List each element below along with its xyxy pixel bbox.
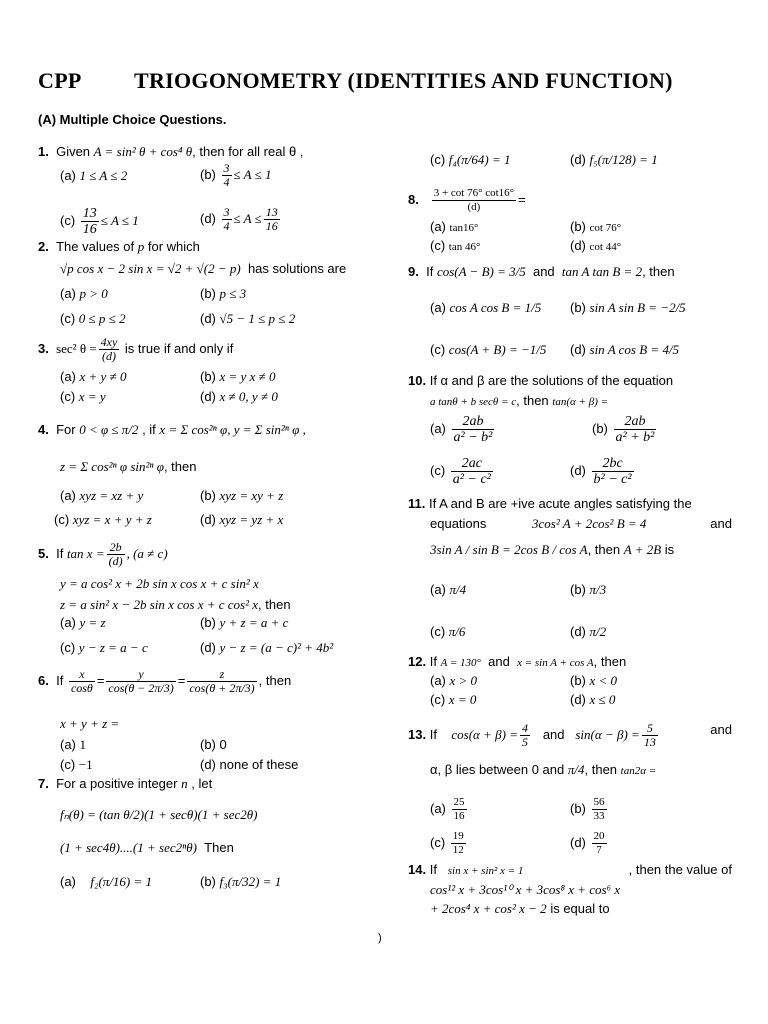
q6-option-d: (d) none of these <box>200 757 299 772</box>
q2-option-a: (a) p > 0 <box>60 286 108 301</box>
q9-option-a: (a) cos A cos B = 1/5 <box>430 300 542 315</box>
q3-stem: 3. sec² θ = $\frac{4xy}{(d)}$ is true if and only if <box>38 335 234 363</box>
q3-number: 3. <box>38 340 49 356</box>
section-heading: (A) Multiple Choice Questions. <box>38 112 227 127</box>
q8-option-b: (b) cot 76° <box>570 219 622 234</box>
q9-stem: 9. If cos(A − B) = 3/5 and tan A tan B = 2, then <box>408 264 675 279</box>
q4-z-line: z = Σ cos²ⁿ φ sin²ⁿ φ, then <box>60 459 197 474</box>
q11-equations: equations 3cos² A + 2cos² B = 4 and <box>430 516 732 531</box>
q13-option-c: (c) $\frac{19}{12}$ <box>430 830 464 856</box>
q9-option-b: (b) sin A sin B = −2/5 <box>570 300 686 315</box>
q9-number: 9. <box>408 264 419 279</box>
q1-option-b: (b) $\frac{3}{4}$ ≤ A ≤ 1 <box>200 161 272 189</box>
q11-stem: 11. If A and B are +ive acute angles satisfying the <box>408 496 692 511</box>
q1-tail: , then for all real θ , <box>192 144 304 159</box>
title-text: TRIOGONOMETRY (IDENTITIES AND FUNCTION) <box>134 68 673 93</box>
q1-option-a: (a) 1 ≤ A ≤ 2 <box>60 168 128 183</box>
q4-option-a: (a) xyz = xz + y <box>60 488 144 503</box>
q10-option-c: (c) $\frac{2ac}{\text{a² − c²}}$ <box>430 456 491 487</box>
q14-expression-1: cos¹² x + 3cos¹⁰ x + 3cos⁸ x + cos⁶ x <box>430 882 621 897</box>
q11-condition: 3sin A / sin B = 2cos B / cos A, then A + 2B is <box>430 542 675 557</box>
q8-option-d: (d) cot 44° <box>570 238 622 253</box>
q8-option-a: (a) tan16° <box>430 219 479 234</box>
q3-option-b: (b) x = y x ≠ 0 <box>200 369 276 384</box>
q4-option-c: (c) xyz = x + y + z <box>54 512 152 527</box>
q5-y-line: y = a cos² x + 2b sin x cos x + c sin² x <box>60 576 259 591</box>
q1-stem <box>38 144 303 160</box>
q2-equation: √p cos x − 2 sin x = √2 + √(2 − p) has solutions are <box>60 261 347 276</box>
q6-option-b: (b) 0 <box>200 737 227 752</box>
q8-stem: 8. $\frac{3 + \cot 76^\circ \cot 16^\circ}{(d)}$ = <box>408 187 526 213</box>
document-title <box>38 68 673 94</box>
q5-option-c: (c) y − z = a − c <box>60 640 148 655</box>
q10-stem: 10. If α and β are the solutions of the equation <box>408 373 674 388</box>
q5-stem: 5. If tan x = $\frac{2b}{(d)}$ , (a ≠ c) <box>38 540 168 568</box>
q13-option-d: (d) $\frac{20}{7}$ <box>570 830 605 856</box>
q5-option-b: (b) y + z = a + c <box>200 615 289 630</box>
q5-option-d: (d) y − z = (a − c)² + 4b² <box>200 640 334 655</box>
q6-option-a: (a) 1 <box>60 737 87 752</box>
q7-option-a: (a) f₂(π/16) = 1 <box>60 874 153 889</box>
q12-stem: 12. If A = 130° and x = sin A + cos A, then <box>408 654 627 669</box>
q8-option-c: (c) tan 46° <box>430 238 481 253</box>
q8-number: 8. <box>408 191 419 207</box>
q14-number: 14. <box>408 862 427 877</box>
q11-option-a: (a) π/4 <box>430 582 467 597</box>
title-cpp: CPP <box>38 68 82 93</box>
q6-option-c: (c) −1 <box>60 757 93 772</box>
q12-number: 12. <box>408 654 427 669</box>
q10-number: 10. <box>408 373 427 388</box>
q12-option-b: (b) x < 0 <box>570 673 618 688</box>
q12-option-d: (d) x ≤ 0 <box>570 692 616 707</box>
q14-expression-2: + 2cos⁴ x + cos² x − 2 is equal to <box>430 901 610 916</box>
q6-stem: 6. If $\frac{x}{\cos\theta}$ = $\frac{y}{\cos(\theta - 2\pi/3)}$ = $\frac{z}{\cos(\theta + 2\pi/3)}$ , then <box>38 667 292 695</box>
q2-number: 2. <box>38 239 49 254</box>
q7-number: 7. <box>38 776 49 791</box>
q10-equation: a tanθ + b secθ = c, then tan(α + β) = <box>430 393 609 408</box>
q2-stem: 2. The values of p for which <box>38 239 200 254</box>
q1-expr: A = sin² θ + cos⁴ θ <box>93 144 193 159</box>
q14-stem: 14. If sin x + sin² x = 1 , then the value of <box>408 862 732 877</box>
q7-option-d: (d) f₅(π/128) = 1 <box>570 152 658 167</box>
q10-option-b: (b) $\frac{2ab}{\text{a² + b²}}$ <box>592 414 655 445</box>
q4-option-b: (b) xyz = xy + z <box>200 488 284 503</box>
q3-option-c: (c) x = y <box>60 389 106 404</box>
q3-option-d: (d) x ≠ 0, y ≠ 0 <box>200 389 278 404</box>
q13-stem: 13. If cos(α + β) = $\frac{4}{5}$ and sin(α − β) = $\frac{5}{13}$ and <box>408 721 732 749</box>
q7-option-c: (c) f₄(π/64) = 1 <box>430 152 511 167</box>
q1-option-d: (d) $\frac{3}{4}$ ≤ A ≤ $\frac{13}{16}$ <box>200 205 278 233</box>
q11-number: 11. <box>408 496 426 511</box>
q7-definition-1: fₙ(θ) = (tan θ/2)(1 + secθ)(1 + sec2θ) <box>60 807 258 822</box>
q1-number: 1. <box>38 144 49 159</box>
q2-option-c: (c) 0 ≤ p ≤ 2 <box>60 311 126 326</box>
q2-option-d: (d) √5 − 1 ≤ p ≤ 2 <box>200 311 296 326</box>
q13-option-a: (a) $\frac{25}{16}$ <box>430 796 465 822</box>
q1-option-c: (c) $\frac{13}{16}$ ≤ A ≤ 1 <box>60 206 139 237</box>
q6-sum: x + y + z = <box>60 716 120 731</box>
q11-option-b: (b) π/3 <box>570 582 607 597</box>
q5-option-a: (a) y = z <box>60 615 106 630</box>
q11-option-c: (c) π/6 <box>430 624 466 639</box>
q2-option-b: (b) p ≤ 3 <box>200 286 247 301</box>
q7-option-b: (b) f₃(π/32) = 1 <box>200 874 282 889</box>
q4-number: 4. <box>38 422 49 437</box>
q11-option-d: (d) π/2 <box>570 624 607 639</box>
q9-option-d: (d) sin A cos B = 4/5 <box>570 342 680 357</box>
q4-option-d: (d) xyz = yz + x <box>200 512 284 527</box>
q4-stem: 4. For 0 < φ ≤ π/2 , if x = Σ cos²ⁿ φ, y = Σ sin²ⁿ φ , <box>38 422 306 437</box>
q7-definition-2: (1 + sec4θ)....(1 + sec2ⁿθ) Then <box>60 840 234 855</box>
q7-stem: 7. For a positive integer n , let <box>38 776 213 791</box>
q1-text: Given <box>56 144 91 159</box>
q12-option-c: (c) x = 0 <box>430 692 477 707</box>
q9-option-c: (c) cos(A + B) = −1/5 <box>430 342 547 357</box>
q5-number: 5. <box>38 545 49 561</box>
q13-option-b: (b) $\frac{56}{33}$ <box>570 796 605 822</box>
q6-number: 6. <box>38 672 49 688</box>
q13-number: 13. <box>408 726 427 742</box>
q13-condition: α, β lies between 0 and π/4, then tan2α = <box>430 762 657 777</box>
q10-option-d: (d) $\frac{2bc}{\text{b² − c²}}$ <box>570 456 632 487</box>
page-mark: ) <box>378 932 382 944</box>
q12-option-a: (a) x > 0 <box>430 673 478 688</box>
q10-option-a: (a) $\frac{2ab}{\text{a² − b²}}$ <box>430 414 493 445</box>
q5-z-line: z = a sin² x − 2b sin x cos x + c cos² x, then <box>60 597 291 612</box>
q3-option-a: (a) x + y ≠ 0 <box>60 369 127 384</box>
